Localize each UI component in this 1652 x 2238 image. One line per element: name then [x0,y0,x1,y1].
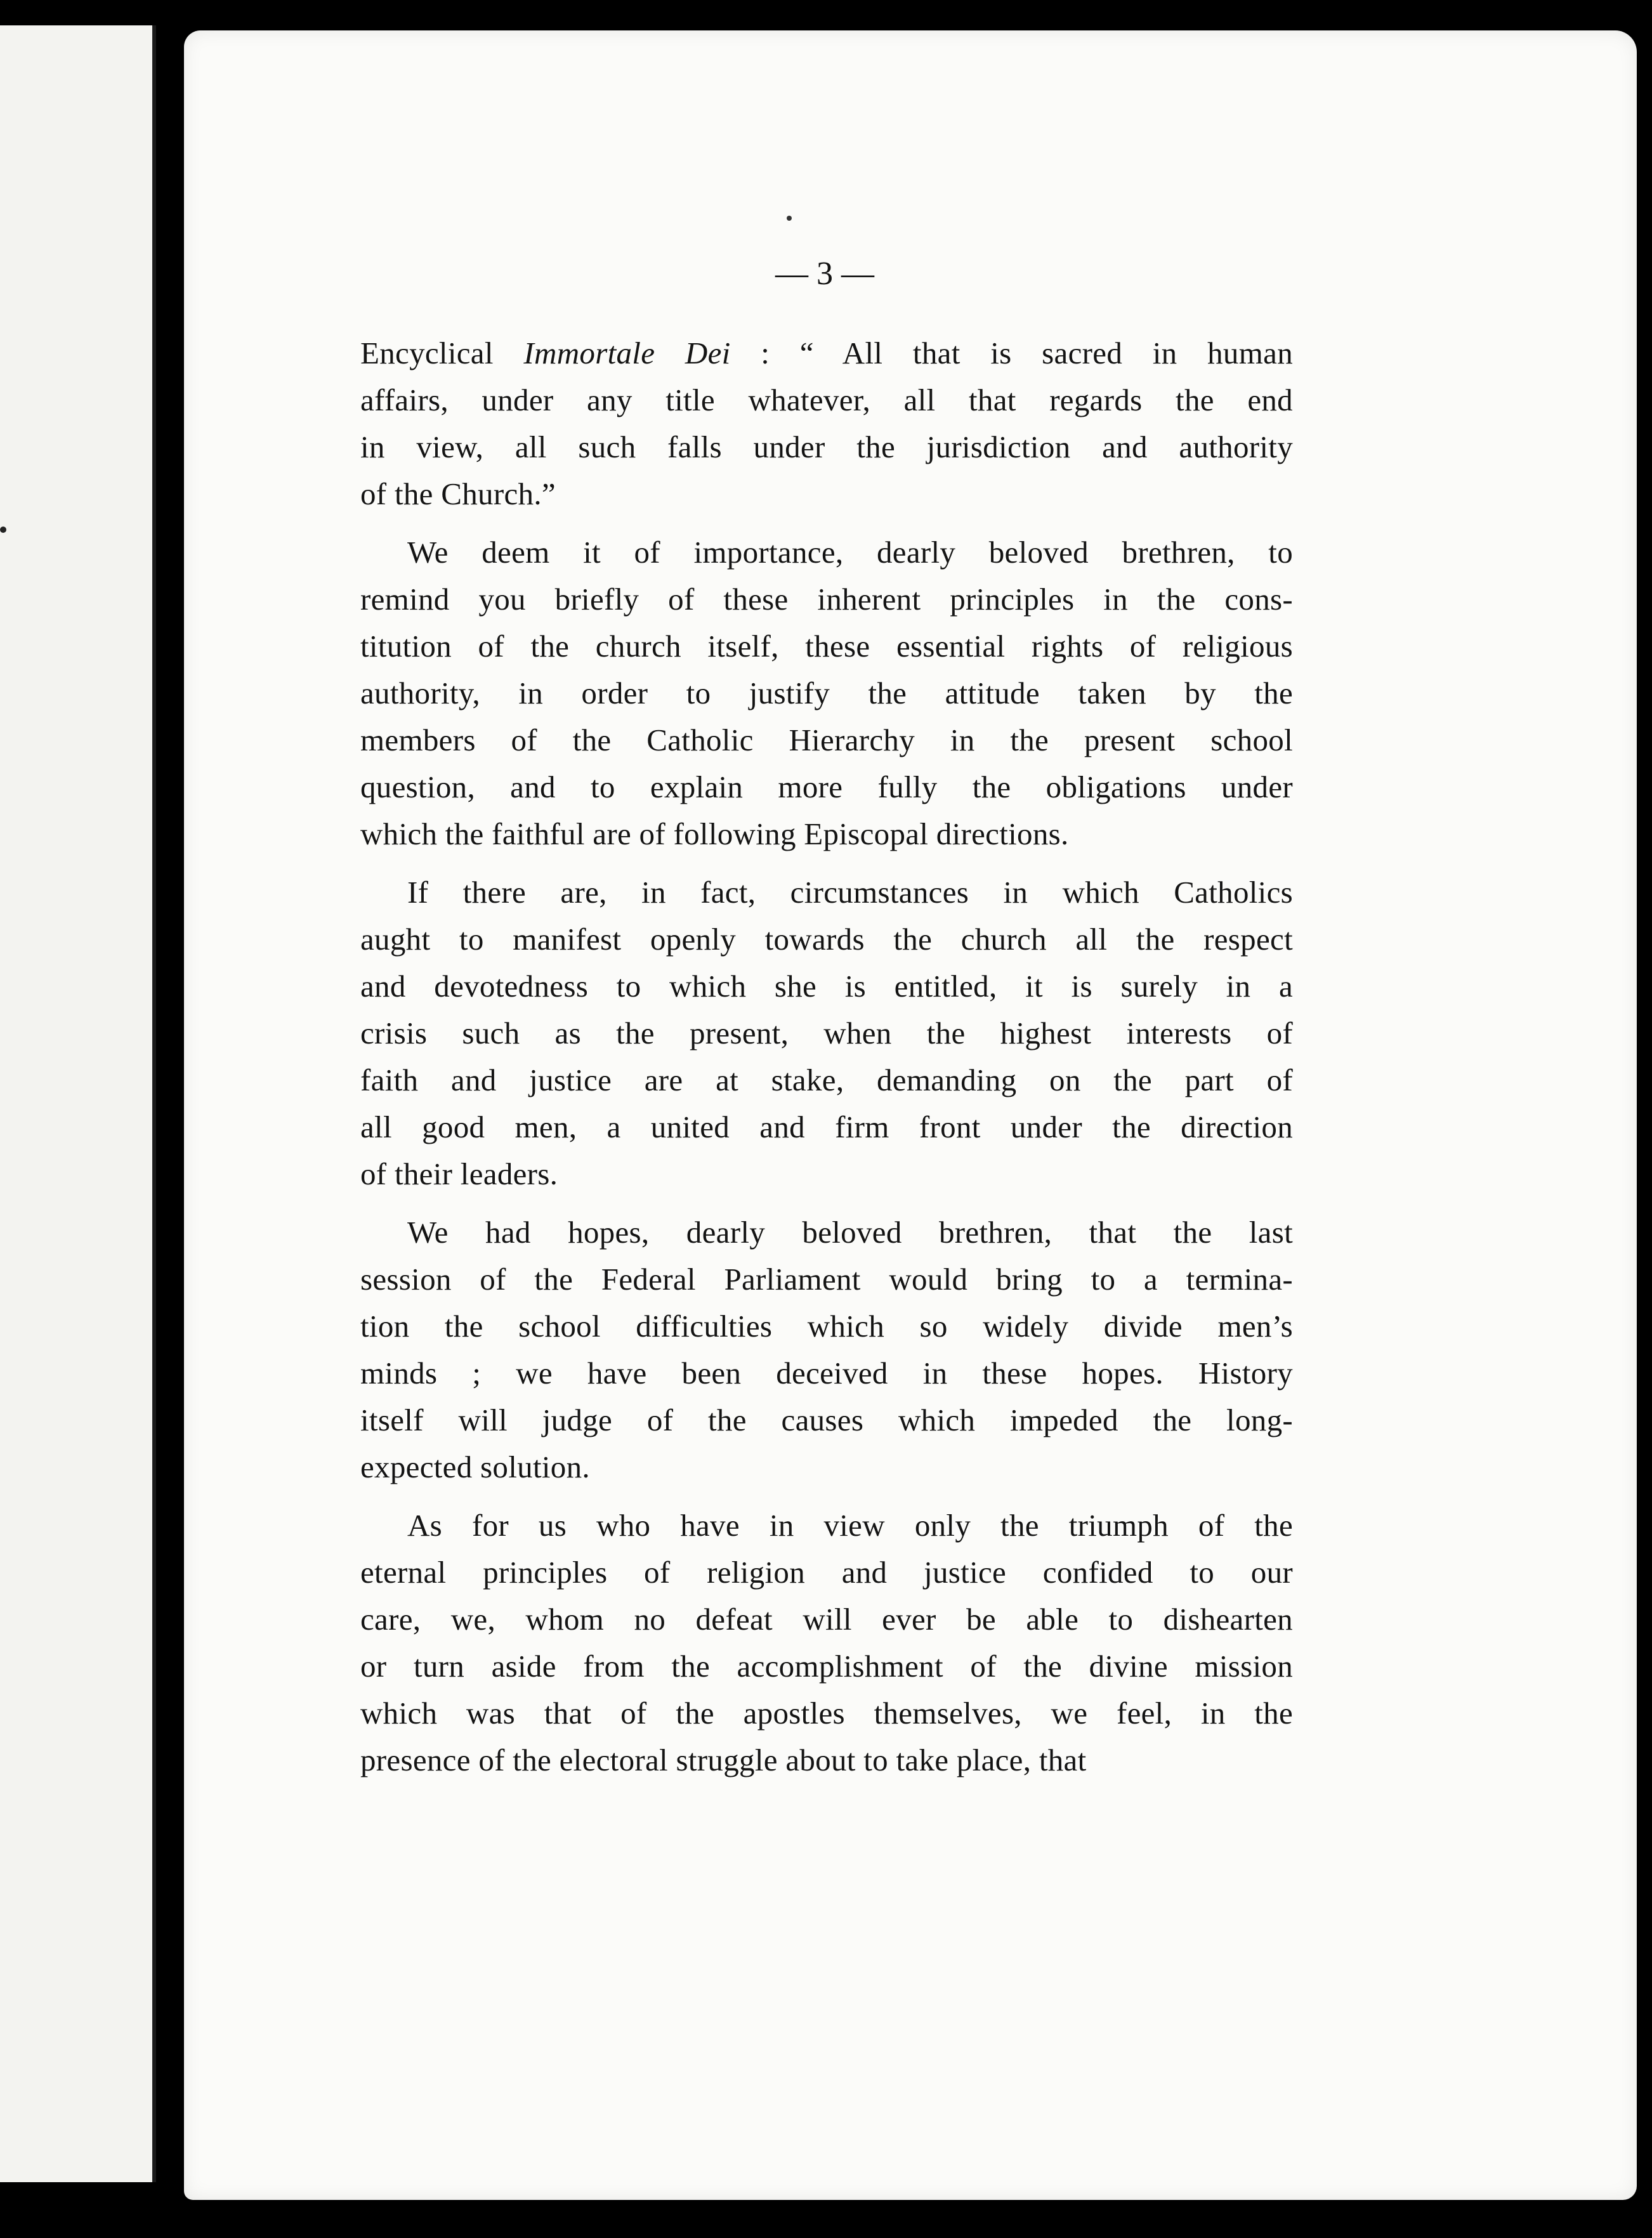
body-text [360,330,1293,1784]
text-segment: members of the Catholic Hierarchy in the present school [360,723,1293,757]
text-segment: remind you briefly of these inherent principles in the cons- [360,582,1293,617]
text-line [360,1596,1293,1643]
text-line [360,330,1293,377]
text-line [360,1444,1293,1491]
text-segment: expected solution. [360,1449,590,1484]
paragraph-gap [360,1198,1293,1209]
text-line [360,576,1293,623]
ink-speck [0,527,6,533]
paragraph [360,330,1293,518]
text-line [360,963,1293,1010]
text-line [360,1104,1293,1151]
text-segment: which the faithful are of following Episcopal directions. [360,816,1069,851]
page-number: — 3 — [775,256,874,292]
paragraph-gap [360,858,1293,869]
text-line [360,869,1293,916]
text-segment: affairs, under any title whatever, all that regards the end [360,383,1293,417]
text-segment: If there are, in fact, circumstances in which Catholics [407,875,1293,910]
text-segment: tion the school difficulties which so widely divide men’s [360,1309,1293,1344]
paragraph [360,869,1293,1198]
text-segment: Encyclical [360,336,524,370]
text-segment: aught to manifest openly towards the church all the respect [360,922,1293,957]
text-segment: crisis such as the present, when the highest interests of [360,1016,1293,1050]
text-segment: As for us who have in view only the triumph of the [407,1508,1293,1543]
text-segment: We deem it of importance, dearly beloved brethren, to [407,535,1293,570]
text-segment: question, and to explain more fully the obligations under [360,769,1293,804]
text-line [360,623,1293,670]
text-line [360,377,1293,424]
text-line [360,1303,1293,1350]
text-line [360,529,1293,576]
facing-page-edge [0,25,156,2182]
paragraph [360,529,1293,858]
text-line [360,670,1293,717]
text-segment: faith and justice are at stake, demanding on the part of [360,1063,1293,1097]
text-segment: of the Church.” [360,476,556,511]
text-segment: titution of the church itself, these essential rights of religious [360,629,1293,664]
paragraph-gap [360,518,1293,529]
text-segment: eternal principles of religion and justice confided to our [360,1555,1293,1590]
italic-text: Immortale Dei [523,336,731,370]
text-line [360,1350,1293,1397]
text-line [360,1737,1293,1784]
text-line [360,764,1293,811]
text-segment: : “ All that is sacred in human [730,336,1293,370]
text-line [360,1643,1293,1690]
text-line [360,1209,1293,1256]
text-line [360,1549,1293,1596]
text-segment: all good men, a united and firm front under the direction [360,1109,1293,1144]
text-segment: in view, all such falls under the jurisdiction and authority [360,429,1293,464]
text-line [360,1010,1293,1057]
text-segment: or turn aside from the accomplishment of the divine mission [360,1649,1293,1684]
text-segment: itself will judge of the causes which impeded the long- [360,1403,1293,1437]
ink-speck [787,216,792,221]
text-line [360,1256,1293,1303]
text-line [360,916,1293,963]
text-segment: session of the Federal Parliament would bring to a termina- [360,1262,1293,1297]
text-line [360,717,1293,764]
text-line [360,1690,1293,1737]
text-segment: presence of the electoral struggle about to take place, that [360,1743,1087,1777]
text-line [360,1502,1293,1549]
text-segment: minds ; we have been deceived in these hopes. History [360,1356,1293,1391]
paragraph-gap [360,1491,1293,1502]
paragraph [360,1209,1293,1491]
paragraph [360,1502,1293,1784]
text-line [360,1151,1293,1198]
text-line [360,1397,1293,1444]
text-segment: care, we, whom no defeat will ever be able to dishearten [360,1602,1293,1637]
text-line [360,424,1293,471]
text-segment: of their leaders. [360,1156,558,1191]
text-segment: authority, in order to justify the attitude taken by the [360,676,1293,710]
text-line [360,811,1293,858]
text-line [360,1057,1293,1104]
text-segment: and devotedness to which she is entitled, it is surely in a [360,969,1293,1004]
text-segment: We had hopes, dearly beloved brethren, that the last [407,1215,1293,1250]
text-line [360,471,1293,518]
text-segment: which was that of the apostles themselves, we feel, in the [360,1696,1293,1731]
